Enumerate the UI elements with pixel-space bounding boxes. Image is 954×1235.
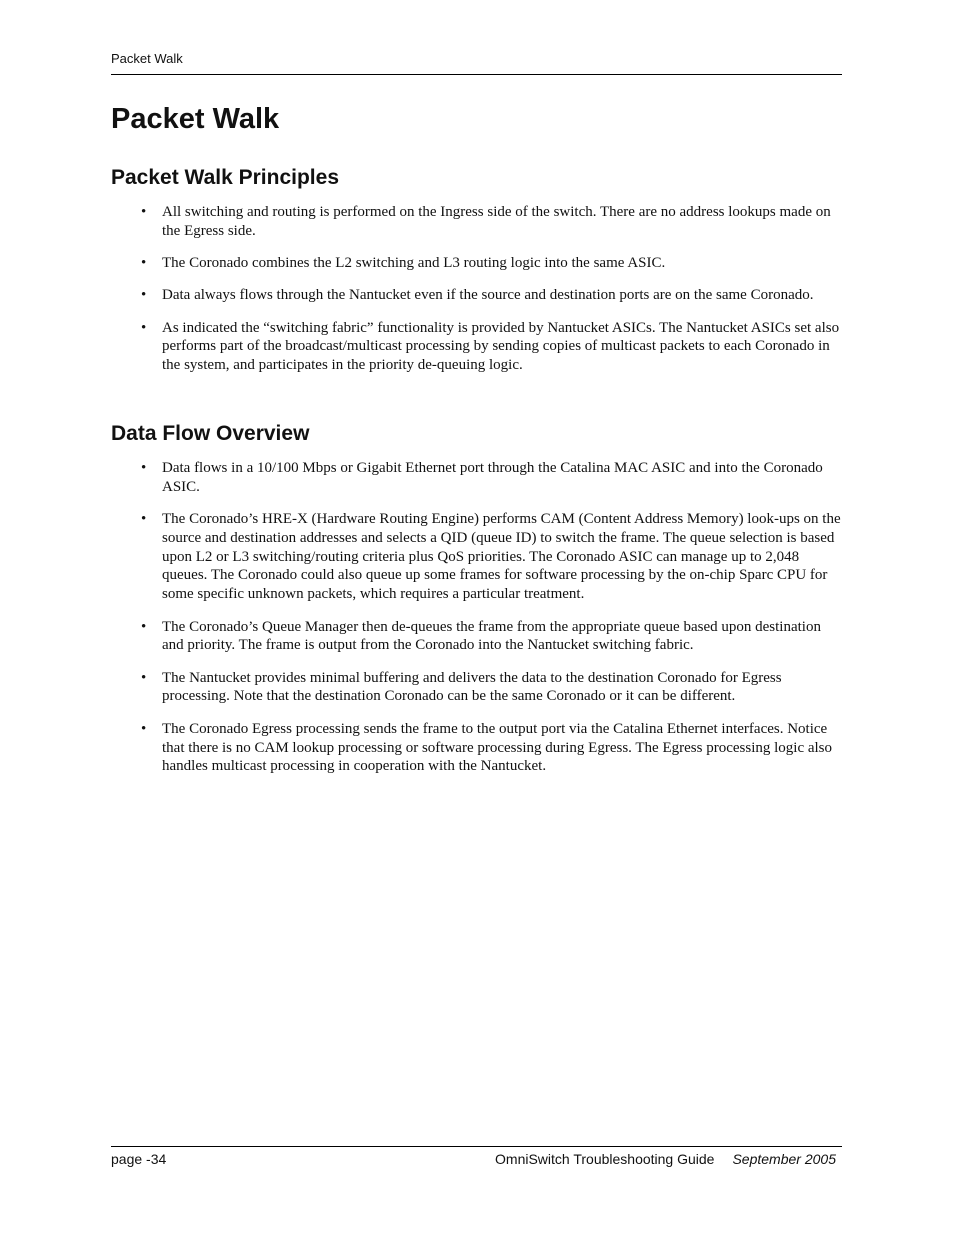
list-item: • The Coronado’s Queue Manager then de-queues the frame from the appropriate queue based upon destination and priority. The frame is output from the Coronado into the Nantucket switching fabric. [111,618,842,656]
bullet-list-data-flow [111,459,842,790]
section-heading-packet-walk-principles: Packet Walk Principles [111,166,339,189]
list-item: • The Coronado’s HRE-X (Hardware Routing Engine) performs CAM (Content Address Memory) look-ups on the source and destination addresses and selects a QID (queue ID) to switch the frame. The queue selection is based upon L2 or L3 switching/routing criteria plus QoS priorities. The Coronado ASIC can manage up to 2,048 queues. The Coronado could also queue up some frames for software processing by the on-chip Sparc CPU for some specific unknown packets, which requires a particular treatment. [111,510,842,604]
footer-guide-info [495,1151,836,1167]
footer-page-number: page -34 [111,1151,167,1167]
footer-date: September 2005 [732,1151,836,1167]
list-item: • Data flows in a 10/100 Mbps or Gigabit Ethernet port through the Catalina MAC ASIC and into the Coronado ASIC. [111,459,842,497]
page-title: Packet Walk [111,103,280,135]
footer-rule [111,1146,842,1147]
list-item: • The Coronado combines the L2 switching and L3 routing logic into the same ASIC. [111,254,842,273]
list-item: • As indicated the “switching fabric” functionality is provided by Nantucket ASICs. The Nantucket ASICs set also performs part of the broadcast/multicast processing by sending copies of multicast packets to each Coronado in the system, and participates in the priority de-queuing logic. [111,319,842,375]
header-rule [111,74,842,75]
list-item: • All switching and routing is performed on the Ingress side of the switch. There are no address lookups made on the Egress side. [111,203,842,241]
list-item: • Data always flows through the Nantucket even if the source and destination ports are on the same Coronado. [111,286,842,305]
footer-guide-title: OmniSwitch Troubleshooting Guide [495,1151,715,1167]
bullet-list-principles [111,203,842,389]
list-item: • The Nantucket provides minimal buffering and delivers the data to the destination Coronado for Egress processing. Note that the destination Coronado can be the same Coronado or it can be different. [111,669,842,707]
running-header: Packet Walk [111,51,183,66]
list-item: • The Coronado Egress processing sends the frame to the output port via the Catalina Ethernet interfaces. Notice that there is no CAM lookup processing or software processing during Egress. The Egress processing logic also handles multicast processing in cooperation with the Nantucket. [111,720,842,776]
section-heading-data-flow-overview: Data Flow Overview [111,422,310,445]
